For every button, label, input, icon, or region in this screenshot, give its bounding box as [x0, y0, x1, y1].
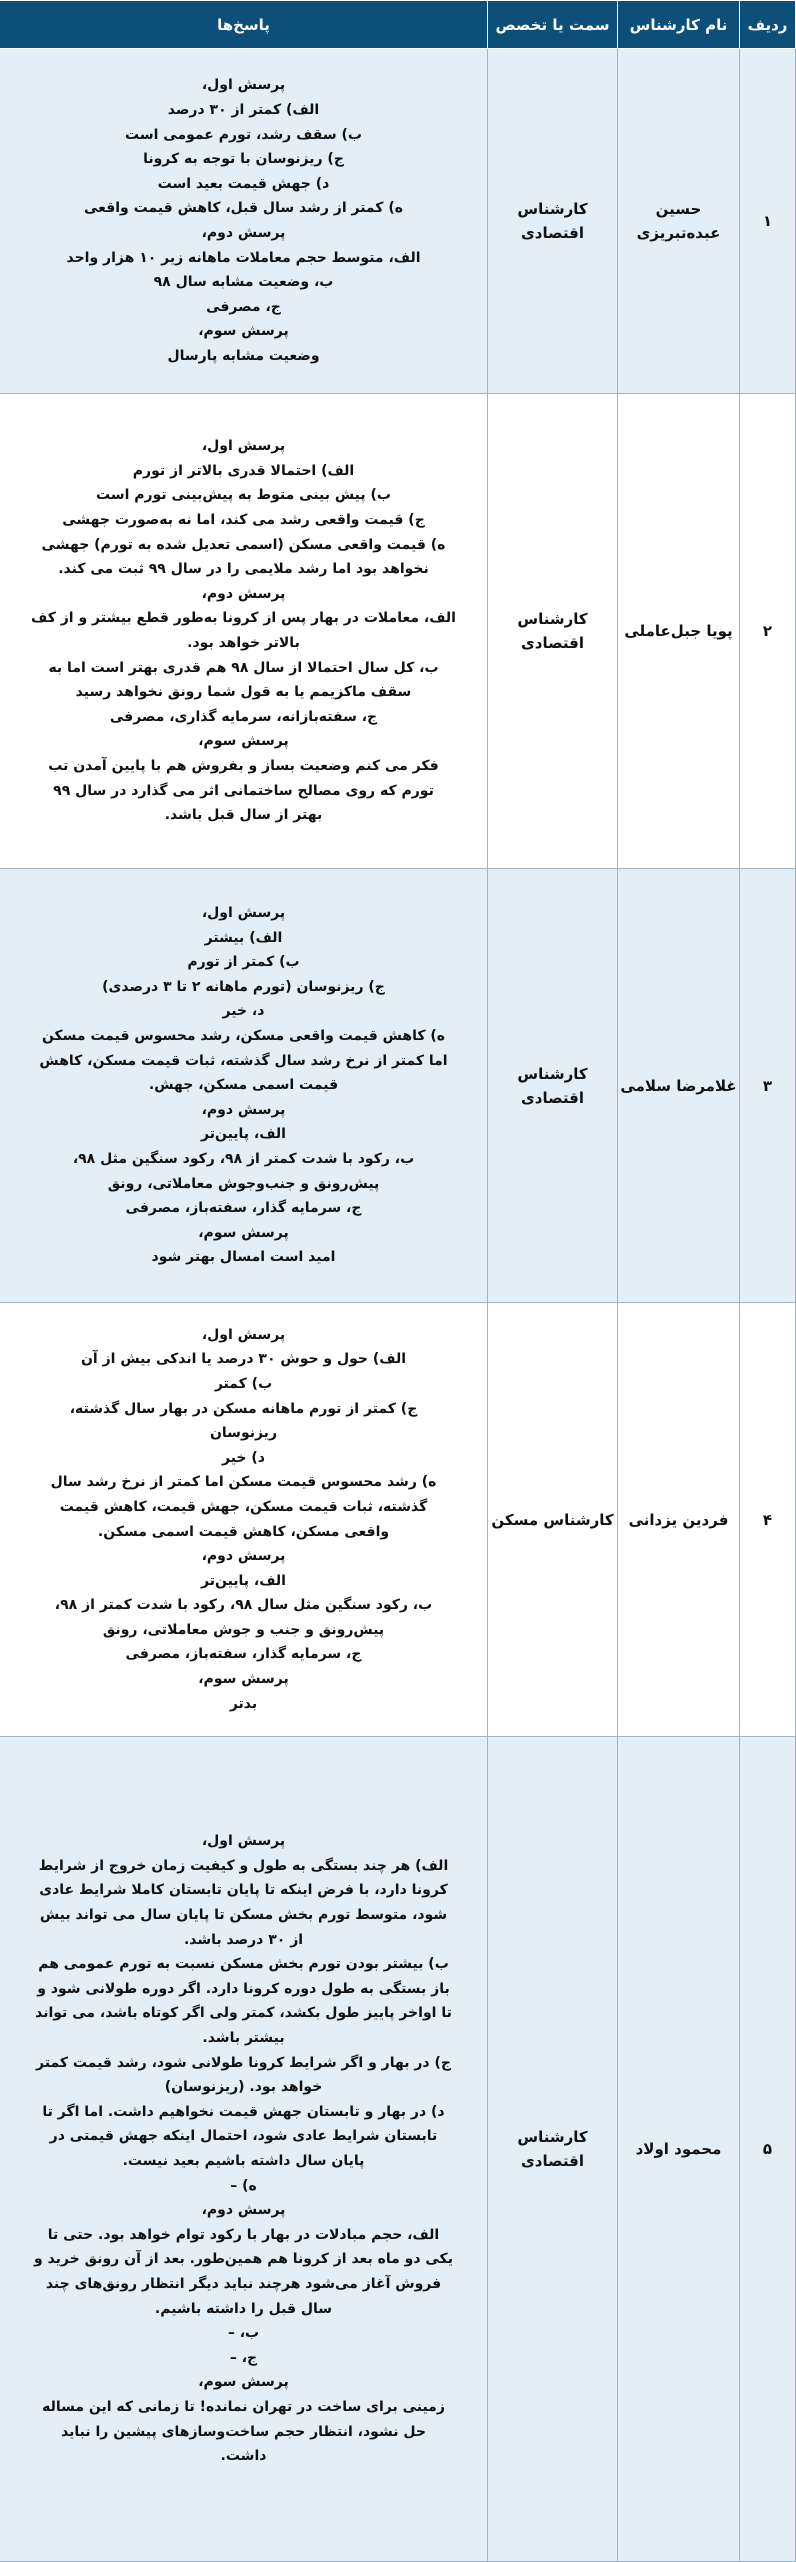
answer-line: گذشته، ثبات قیمت مسکن، جهش قیمت، کاهش قیمت — [59, 1498, 428, 1515]
table-row — [0, 1303, 796, 1737]
answer-line: خواهد بود. (ریزنوسان) — [164, 2079, 323, 2096]
answer-line: پرسش دوم، — [201, 1548, 286, 1565]
row-index: ۵ — [740, 1737, 796, 2562]
expert-name — [618, 1303, 740, 1737]
expert-name — [618, 1737, 740, 2562]
answer-line: فروش آغاز می‌شود هرچند نباید دیگر انتظار رونق‌های چند — [45, 2275, 442, 2292]
answer-line: د، خیر — [222, 1003, 265, 1020]
answer-line: پرسش سوم، — [198, 2374, 289, 2391]
answer-line: د) در بهار و تابستان جهش قیمت نخواهیم داشت. اما اگر تا — [42, 2103, 445, 2120]
answer-line: واقعی مسکن، کاهش قیمت اسمی مسکن. — [97, 1523, 390, 1540]
expert-role — [488, 1737, 618, 2562]
answer-line: ج، سرمایه گذار، سفته‌باز، مصرفی — [125, 1646, 362, 1663]
header-name: نام کارشناس — [618, 1, 740, 49]
expert-answers — [0, 49, 488, 394]
answer-line: کرونا دارد، با فرض اینکه تا پایان تابستان کاملا شرایط عادی — [39, 1882, 448, 1899]
expert-name-line: پویا جبل‌عاملی — [624, 622, 733, 640]
answer-line: الف، پایین‌تر — [201, 1572, 286, 1589]
answer-line: از ۳۰ درصد باشد. — [183, 1931, 304, 1948]
answer-line: ه) – — [230, 2177, 257, 2194]
answer-line: ج) در بهار و اگر شرایط کرونا طولانی شود، رشد قیمت کمتر — [36, 2054, 451, 2071]
answer-line: پرسش اول، — [201, 905, 286, 922]
expert-role-line: اقتصادی — [521, 1088, 584, 1107]
answer-line: الف، متوسط حجم معاملات ماهانه زیر ۱۰ هزار واحد — [66, 249, 421, 266]
answer-line: پرسش اول، — [201, 438, 286, 455]
answer-line: پرسش دوم، — [201, 225, 286, 241]
answer-line: ه) کاهش قیمت واقعی مسکن، رشد محسوس قیمت مسکن — [41, 1028, 446, 1045]
answer-line: پرسش دوم، — [201, 585, 286, 602]
table-row — [0, 869, 796, 1303]
answer-line: ج) قیمت واقعی رشد می کند، اما نه به‌صورت جهشی — [62, 512, 425, 529]
answer-line: امید است امسال بهتر شود — [151, 1249, 336, 1266]
answer-line: الف) بیشتر — [204, 929, 283, 946]
answer-line: تا اواخر پاییز طول بکشد، کمتر ولی اگر کوتاه باشد، می تواند — [35, 2005, 452, 2022]
answer-line: یکی دو ماه بعد از کرونا هم همین‌طور. بعد از آن رونق خرید و — [34, 2251, 453, 2268]
answer-line: ج) ریزنوسان (تورم ماهانه ۲ تا ۳ درصدی) — [102, 978, 385, 995]
table-row — [0, 49, 796, 394]
expert-name — [618, 49, 740, 394]
answer-line: الف) هر چند بستگی به طول و کیفیت زمان خروج از شرایط — [38, 1857, 449, 1874]
expert-name-line: محمود اولاد — [635, 2140, 722, 2158]
expert-name-line: عبده‌تبریزی — [636, 224, 721, 242]
expert-answers — [0, 869, 488, 1303]
expert-role — [488, 869, 618, 1303]
answer-line: پرسش دوم، — [201, 2202, 286, 2219]
answer-line: سال قبل را داشته باشیم. — [154, 2300, 333, 2317]
answer-line: ب، – — [227, 2325, 260, 2342]
answer-line: پیش‌رونق و جنب‌وجوش معاملاتی، رونق — [107, 1175, 380, 1192]
expert-role-line: کارشناس — [517, 610, 588, 628]
expert-name-line: حسین — [655, 200, 702, 218]
header-index: ردیف — [740, 1, 796, 49]
header-answers: پاسخ‌ها — [0, 1, 488, 49]
answer-line: ج، – — [229, 2349, 258, 2366]
answer-line: ب) کمتر از تورم — [187, 954, 300, 971]
answer-line: د) خیر — [222, 1449, 265, 1466]
expert-role-line: اقتصادی — [521, 634, 584, 652]
answer-line: باز بستگی به طول دوره کرونا دارد. اگر دوره طولانی شود و — [37, 1980, 450, 1997]
answer-line: ب) پیش بینی متوط به پیش‌بینی تورم است — [96, 487, 391, 504]
answer-line: ب) بیشتر بودن تورم بخش مسکن نسبت به تورم عمومی هم — [38, 1956, 449, 1973]
answer-line: ج، سرمایه گذار، سفته‌باز، مصرفی — [125, 1200, 362, 1217]
table-row — [0, 394, 796, 869]
answer-line: داشت. — [220, 2448, 267, 2465]
answer-line: فکر می کنم وضعیت بساز و بفروش هم با پایین آمدن تب — [48, 757, 439, 774]
expert-role — [488, 49, 618, 394]
answer-line: پرسش اول، — [201, 77, 286, 94]
table-row — [0, 1737, 796, 2562]
expert-role-line: کارشناس — [517, 200, 588, 218]
header-role: سمت یا تخصص — [488, 1, 618, 49]
answer-line: ب) کمتر — [214, 1375, 273, 1392]
expert-role-line: کارشناس — [517, 2128, 588, 2146]
answer-line: بهتر از سال قبل باشد. — [164, 807, 323, 824]
answer-line: بدتر — [229, 1695, 258, 1712]
answer-line: شود، متوسط تورم بخش مسکن تا پایان سال می تواند بیش — [39, 1907, 448, 1924]
answer-line: ب، کل سال احتمالا از سال ۹۸ هم قدری بهتر است اما به — [48, 659, 439, 676]
row-index: ۱ — [740, 49, 796, 394]
answer-line: الف) احتمالا قدری بالاتر از تورم — [132, 462, 355, 479]
answer-line: ب، رکود سنگین مثل سال ۹۸، رکود با شدت کمتر از ۹۸، — [54, 1597, 433, 1614]
answer-line: الف، معاملات در بهار پس از کرونا به‌طور قطع بیشتر و از کف — [31, 610, 456, 627]
expert-role-line: اقتصادی — [521, 2152, 584, 2170]
expert-role-line: اقتصادی — [521, 224, 584, 242]
row-index: ۲ — [740, 394, 796, 869]
answer-line: ب، رکود با شدت کمتر از ۹۸، رکود سنگین مثل ۹۸، — [72, 1150, 415, 1167]
answer-line: ج) ریزنوسان با توجه به کرونا — [143, 151, 344, 168]
answer-line: ه) رشد محسوس قیمت مسکن اما کمتر از نرخ رشد سال — [50, 1474, 437, 1491]
answer-line: ه) کمتر از رشد سال قبل، کاهش قیمت واقعی — [84, 200, 403, 217]
answer-line: ریزنوسان — [209, 1425, 278, 1442]
answer-line: ج، مصرفی — [206, 298, 281, 315]
answer-line: پرسش دوم، — [201, 1101, 286, 1118]
expert-answers — [0, 1737, 488, 2562]
answer-line: تابستان شرایط عادی شود، احتمال اینکه جهش قیمتی در — [49, 2128, 438, 2145]
answer-line: پرسش اول، — [201, 1833, 286, 1850]
answer-line: پیش‌رونق و جنب و جوش معاملاتی، رونق — [102, 1621, 385, 1638]
answer-line: ب، وضعیت مشابه سال ۹۸ — [153, 274, 334, 291]
answer-line: ج، سفته‌بازانه، سرمایه گذاری، مصرفی — [109, 708, 378, 725]
expert-name-line: فردین یزدانی — [628, 1510, 729, 1529]
row-index: ۳ — [740, 869, 796, 1303]
answer-line: ج) کمتر از تورم ماهانه مسکن در بهار سال گذشته، — [69, 1400, 418, 1417]
answer-line: پرسش سوم، — [198, 1224, 289, 1241]
answer-line: پرسش سوم، — [198, 1671, 289, 1688]
row-index: ۴ — [740, 1303, 796, 1737]
answer-line: زمینی برای ساخت در تهران نمانده! تا زمانی که این مساله — [42, 2398, 445, 2415]
answer-line: الف) حول و حوش ۳۰ درصد یا اندکی بیش از آن — [80, 1351, 407, 1368]
answer-line: حل نشود، انتظار حجم ساخت‌وسازهای پیشین را نباید — [61, 2423, 426, 2440]
answer-line: اما کمتر از نرخ رشد سال گذشته، ثبات قیمت مسکن، کاهش — [39, 1052, 448, 1069]
answer-line: وضعیت مشابه پارسال — [167, 347, 320, 364]
header-row — [0, 1, 796, 49]
answer-line: ه) قیمت واقعی مسکن (اسمی تعدیل شده به تورم) جهشی — [41, 536, 446, 553]
answer-line: الف) کمتر از ۳۰ درصد — [167, 102, 320, 119]
answer-line: د) جهش قیمت بعید است — [157, 175, 330, 192]
answer-line: بالاتر خواهد بود. — [187, 635, 300, 651]
expert-name-line: غلامرضا سلامی — [620, 1076, 737, 1095]
answer-line: الف، پایین‌تر — [201, 1126, 286, 1143]
answer-line: پایان سال داشته باشیم بعید نیست. — [122, 2153, 365, 2169]
answer-line: قیمت اسمی مسکن، جهش. — [148, 1077, 339, 1094]
answer-line: الف، حجم مبادلات در بهار با رکود توام خواهد بود. حتی تا — [47, 2226, 440, 2243]
answer-line: پرسش اول، — [201, 1326, 286, 1343]
expert-role-line: کارشناس — [517, 1064, 588, 1083]
expert-role — [488, 1303, 618, 1737]
answer-line: ب) سقف رشد، تورم عمومی است — [125, 126, 362, 143]
expert-answers — [0, 1303, 488, 1737]
answer-line: پرسش سوم، — [198, 733, 289, 750]
expert-name — [618, 394, 740, 869]
answer-line: نخواهد بود اما رشد ملایمی را در سال ۹۹ ثبت می کند. — [58, 561, 429, 578]
expert-answers — [0, 394, 488, 869]
answer-line: پرسش سوم، — [198, 323, 289, 340]
expert-role — [488, 394, 618, 869]
answer-line: تورم که روی مصالح ساختمانی اثر می گذارد در سال ۹۹ — [53, 782, 434, 799]
answer-line: سقف ماکزیمم یا به قول شما رونق نخواهد رسید — [75, 684, 412, 701]
expert-name — [618, 869, 740, 1303]
expert-role-line: کارشناس مسکن — [491, 1510, 614, 1529]
answer-line: بیشتر باشد. — [202, 2030, 285, 2047]
